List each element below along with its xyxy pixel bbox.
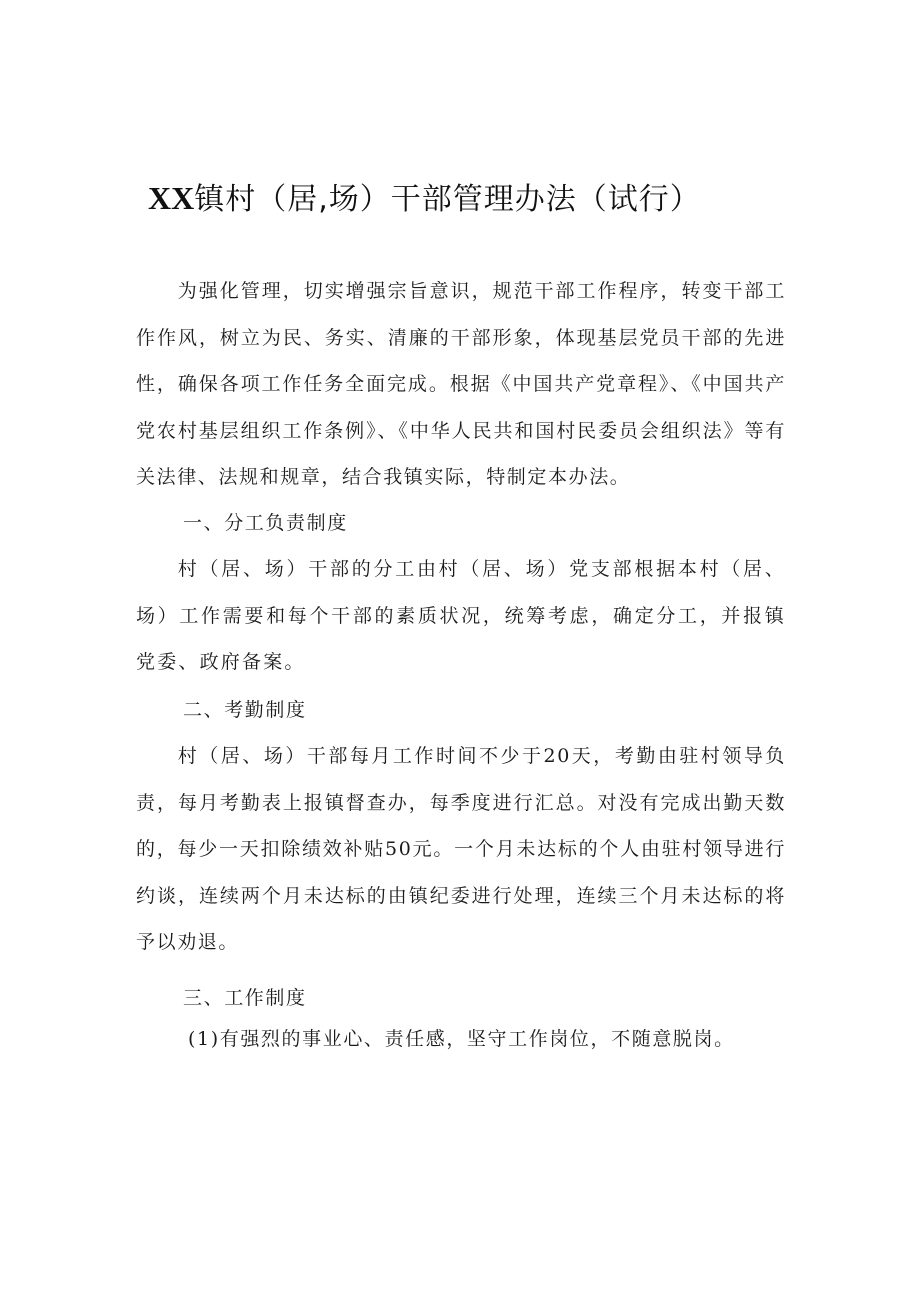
section-heading-1: 一、分工负责制度: [183, 512, 348, 534]
section-heading-2: 二、考勤制度: [183, 699, 307, 721]
intro-paragraph: 为强化管理，切实增强宗旨意识，规范干部工作程序，转变干部工作作风，树立为民、务实、清廉的干部形象，体现基层党员干部的先进性，确保各项工作任务全面完成。根据《中国共产党章程》、《中国共产党农村基层组织工作条例》、《中华人民共和国村民委员会组织法》等有关法律、法规和规章，结合我镇实际，特制定本办法。: [136, 280, 786, 488]
section-body-3: (1)有强烈的事业心、责任感，坚守工作岗位，不随意脱岗。: [188, 1028, 735, 1050]
section-heading-3: 三、工作制度: [183, 987, 307, 1009]
section-body-2: 村（居、场）干部每月工作时间不少于20天，考勤由驻村领导负责，每月考勤表上报镇督查办，每季度进行汇总。对没有完成出勤天数的，每少一天扣除绩效补贴50元。一个月未达标的个人由驻村领导进行约谈，连续两个月未达标的由镇纪委进行处理，连续三个月未达标的将予以劝退。: [136, 745, 786, 953]
title-prefix: XX: [148, 180, 195, 216]
document-title: [148, 176, 828, 222]
title-main: 镇村（居,场）干部管理办法（试行）: [194, 182, 701, 217]
section-body-1: 村（居、场）干部的分工由村（居、场）党支部根据本村（居、场）工作需要和每个干部的素质状况，统筹考虑，确定分工，并报镇党委、政府备案。: [136, 558, 786, 673]
